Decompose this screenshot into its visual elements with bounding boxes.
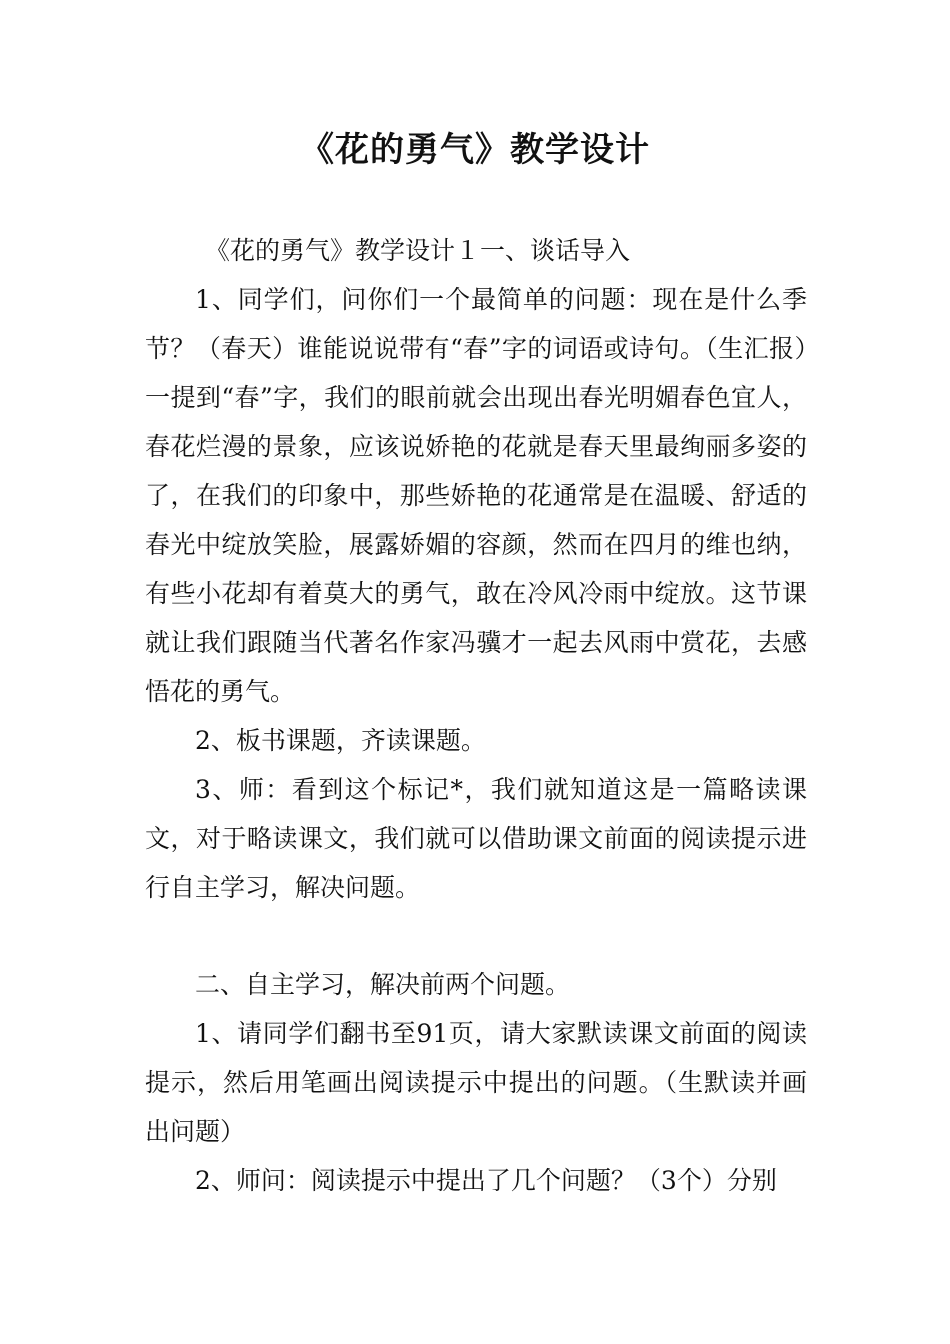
paragraph-step-3: 3、师：看到这个标记*，我们就知道这是一篇略读课文，对于略读课文，我们就可以借助课文前面的阅读提示进行自主学习，解决问题。: [145, 775, 807, 902]
paragraph-step-2: 2、板书课题，齐读课题。: [195, 726, 486, 755]
paragraph-step-1: 1、同学们，问你们一个最简单的问题：现在是什么季节？（春天）谁能说说带有“春”字的词语或诗句。（生汇报）一提到“春”字，我们的眼前就会出现出春光明媚春色宜人，春花烂漫的景象，应该说娇艳的花就是春天里最绚丽多姿的了，在我们的印象中，那些娇艳的花通常是在温暖、舒适的春光中绽放笑脸，展露娇媚的容颜，然而在四月的维也纳，有些小花却有着莫大的勇气，敢在冷风冷雨中绽放。这节课就让我们跟随当代著名作家冯骥才一起去风雨中赏花，去感悟花的勇气。: [145, 285, 807, 706]
document-title: 《花的勇气》教学设计: [300, 130, 650, 170]
paragraph-self-study-2: 2、师问：阅读提示中提出了几个问题？（3个）分别: [195, 1166, 777, 1195]
paragraph-self-study-1: 1、请同学们翻书至91页，请大家默读课文前面的阅读提示，然后用笔画出阅读提示中提出的问题。（生默读并画出问题）: [145, 1019, 807, 1146]
document-body: [145, 226, 807, 1205]
paragraph-intro-heading: 《花的勇气》教学设计１一、谈话导入: [205, 236, 631, 265]
section-heading-self-study: 二、自主学习，解决前两个问题。: [195, 970, 571, 999]
